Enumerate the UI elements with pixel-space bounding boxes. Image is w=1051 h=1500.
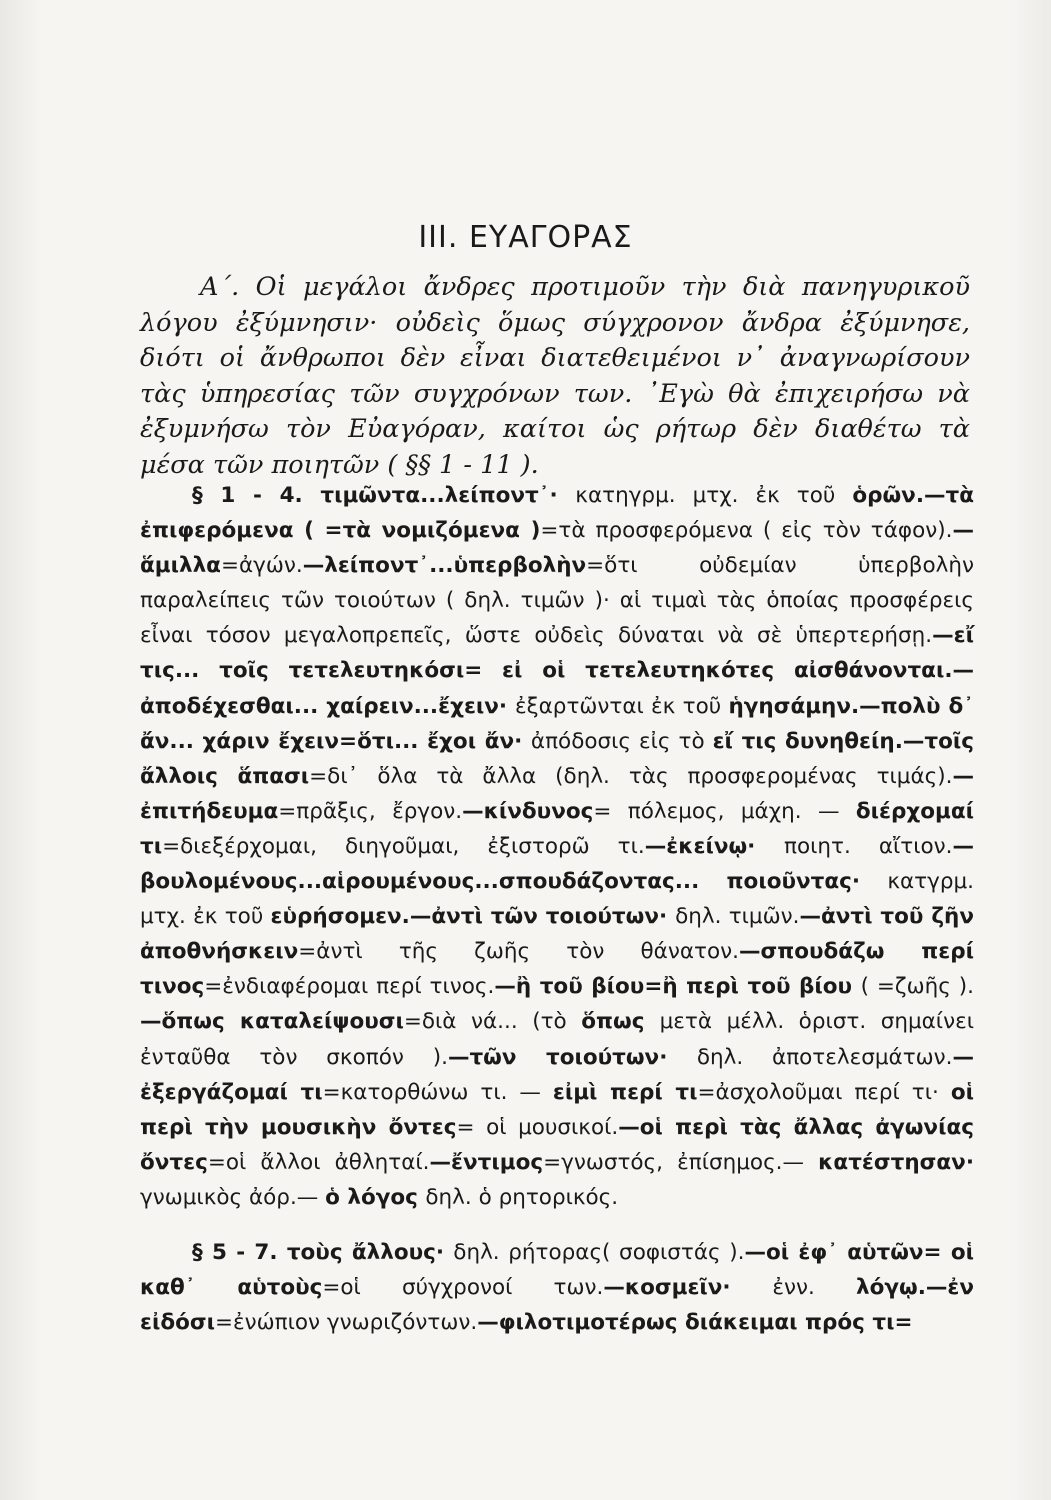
summary-paragraph: Α΄. Οἱ μεγάλοι ἄνδρες προτιμοῦν τὴν διὰ πανηγυρικοῦ λόγου ἐξύμνησιν· οὐδεὶς ὅμως σύγχρονον ἄνδρα ἐξύμνησε, διότι οἱ ἄνθρωποι δὲν εἶναι διατεθειμένοι ν᾽ ἀναγνωρίσουν τὰς ὑπηρεσίας τῶν συγχρόνων των. ᾽Εγὼ θὰ ἐπιχειρήσω νὰ ἐξυμνήσω τὸν Εὐαγόραν, καίτοι ὡς ρήτωρ δὲν διαθέτω τὰ μέσα τῶν ποιητῶν ( §§ 1 - 11 ). [140,272,970,480]
lemma-term: —κοσμεῖν· [603,1275,773,1301]
gloss-text: =πρᾶξις, ἔργον. [278,798,463,824]
lemma-term: —ἢ τοῦ βίου=ἢ περὶ τοῦ βίου [494,974,861,1000]
gloss-text: =κατορθώνω τι. — [322,1079,553,1105]
lemma-term: ὅπως [581,1009,660,1035]
lemma-term: λόγῳ.—ἐν εἰδόσι [140,1275,974,1336]
lemma-term: ὁρῶν. [852,483,924,508]
lemma-term: εὑρήσομεν.—ἀντὶ τῶν τοιούτων· [270,904,676,930]
lemma-term: ὁ λόγος [325,1184,426,1210]
section-title: III. ΕΥΑΓΟΡΑΣ [418,220,633,256]
lemma-term: εἰμὶ περί τι [552,1079,698,1105]
notes-paragraph [140,478,974,1215]
gloss-text: κατγρμ. μτχ. ἐκ τοῦ [140,869,974,930]
lemma-term: —κίνδυνος [462,798,594,824]
lemma-term: —φιλοτιμοτέρως διάκειμαι πρός τι= [477,1310,913,1336]
notes-paragraph [140,1235,974,1340]
lemma-term: —σπουδάζω περί τινος [140,939,974,1000]
lemma-term: —ἅμιλλα [140,518,974,579]
gloss-text: γνωμικὸς ἀόρ.— [140,1184,326,1210]
lemma-term: —βουλομένους...αἱρουμένους...σπουδάζοντας... ποιοῦντας· [140,833,974,895]
lemma-term: —εἴ τις... τοῖς τετελευτηκόσι= εἰ οἱ τετελευτηκότες αἰσθάνονται.—ἀποδέχεσθαι... χαίρειν...ἔχειν· [140,623,974,719]
lemma-term: —ἀντὶ τοῦ ζῆν ἀποθνήσκειν [140,904,975,965]
gloss-text: =ὅτι οὐδεμίαν ὑπερβολὴν παραλείπεις τῶν τοιούτων ( δηλ. τιμῶν )· αἱ τιμαὶ τὰς ὁποίας προσφέρεις εἶναι τόσον μεγαλοπρεπεῖς, ὥστε οὐδεὶς δύναται νὰ σὲ ὑπερτερήσῃ. [140,553,974,649]
gloss-text: =ἀντὶ τῆς ζωῆς τὸν θάνατον. [298,939,739,965]
lemma-term: —οἱ ἐφ᾽ αὑτῶν= οἱ καθ᾽ αὑτοὺς [140,1240,974,1301]
gloss-text: ποιητ. αἴτιον. [784,833,953,859]
lemma-term: —ἔντιμος [429,1149,544,1175]
notes-section-1-4 [140,478,974,1215]
lemma-term: —τὰ ἐπιφερόμενα ( =τὰ νομιζόμενα ) [140,483,974,544]
gloss-text: μετὰ μέλλ. ὁριστ. σημαίνει ἐνταῦθα τὸν σκοπόν ). [140,1009,974,1070]
gloss-text: ἐνν. [772,1275,856,1301]
lemma-term: § 5 - 7. τοὺς ἄλλους· [192,1240,454,1265]
gloss-text: κατηγρμ. μτχ. ἐκ τοῦ [575,483,853,508]
gloss-text: ἐξαρτῶνται ἐκ τοῦ [515,693,729,719]
lemma-term: εἴ τις δυνηθείη.—τοῖς ἄλλοις ἅπασι [140,728,974,789]
gloss-text: δηλ. τιμῶν. [675,904,800,930]
gloss-text: =διεξέρχομαι, διηγοῦμαι, ἐξιστορῶ τι. [162,833,645,859]
lemma-term: κατέστησαν· [818,1149,974,1175]
notes-section-5-7 [140,1235,974,1340]
gloss-text: =γνωστός, ἐπίσημος.— [543,1149,819,1175]
gloss-text: =δι᾽ ὅλα τὰ ἄλλα (δηλ. τὰς προσφερομένας τιμάς). [309,763,953,789]
lemma-term: —ἐπιτήδευμα [140,763,975,824]
lemma-term: —ἐκείνῳ· [644,833,785,859]
chapter-summary [140,270,970,483]
gloss-text: =ἀγών. [220,553,303,579]
lemma-term: διέρχομαί τι [140,798,974,859]
gloss-text: =ἐνδιαφέρομαι περί τινος. [204,974,495,1000]
gloss-text: =διὰ νά... (τὸ [403,1009,582,1035]
lemma-term: —οἱ περὶ τὰς ἄλλας ἀγωνίας ὄντες [140,1114,974,1175]
gloss-text: = πόλεμος, μάχη. — [593,798,856,824]
gloss-text: δηλ. ρήτορας( σοφιστάς ). [453,1240,745,1265]
lemma-term: —ἐξεργάζομαί τι [140,1044,974,1105]
lemma-term: ἡγησάμην.—πολὺ δ᾽ ἄν... χάριν ἔχειν=ὅτι... ἔχοι ἄν· [140,693,974,754]
lemma-term: —λείποντ᾽...ὑπερβολὴν [302,553,587,579]
gloss-text: ( =ζωῆς ). [860,974,974,1000]
lemma-term: οἱ περὶ τὴν μουσικὴν ὄντες [140,1079,974,1140]
gloss-text: =τὰ προσφερόμενα ( εἰς τὸν τάφον). [540,518,953,544]
lemma-term: —ὅπως καταλείψουσι [140,1009,404,1035]
gloss-text: =ἐνώπιον γνωριζόντων. [215,1310,478,1336]
gloss-text: =οἱ σύγχρονοί των. [322,1275,604,1301]
lemma-term: § 1 - 4. τιμῶντα...λείποντ᾽· [192,483,576,508]
gloss-text: =οἱ ἄλλοι ἀθληταί. [207,1149,430,1175]
gloss-text: δηλ. ὁ ρητορικός. [425,1184,619,1210]
lemma-term: —τῶν τοιούτων· [447,1044,697,1070]
gloss-text: =ἀσχολοῦμαι περί τι· [697,1079,951,1105]
gloss-text: ἀπόδοσις εἰς τὸ [530,728,713,754]
gloss-text: = οἱ μουσικοί. [456,1114,619,1140]
gloss-text: δηλ. ἀποτελεσμάτων. [696,1044,953,1070]
